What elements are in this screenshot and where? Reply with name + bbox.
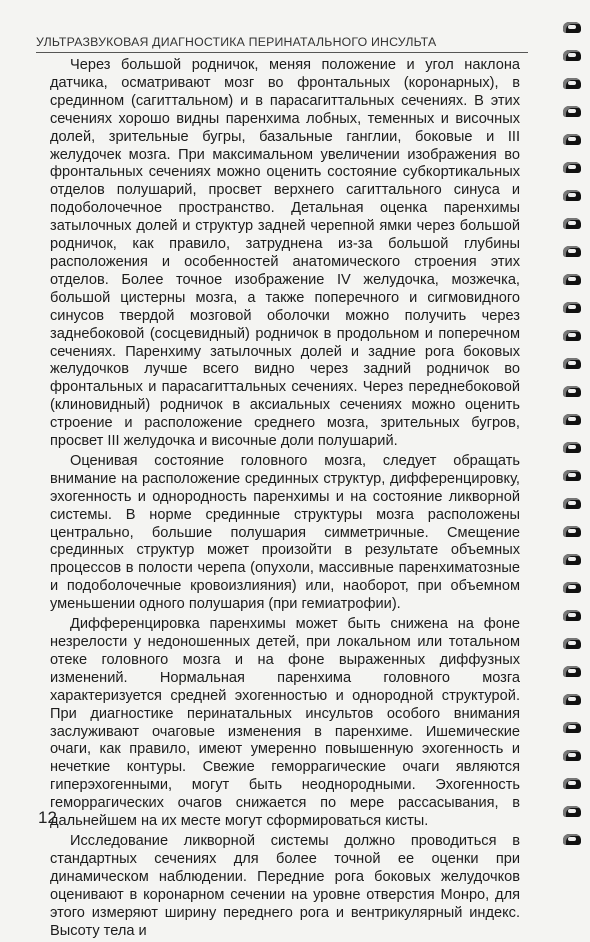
binding-ring-icon: [563, 750, 581, 761]
binding-ring-icon: [563, 246, 581, 257]
binding-ring-icon: [563, 526, 581, 537]
binding-ring-icon: [563, 358, 581, 369]
binding-ring-icon: [563, 806, 581, 817]
binding-ring-icon: [563, 162, 581, 173]
binding-ring-icon: [563, 190, 581, 201]
paragraph-2: Оценивая состояние головного мозга, следует обращать внимание на расположение срединных структур, дифференцировку, эхогенность и однородность паренхимы и на состояние ликворной системы. В норме срединные структуры мозга расположены центрально, большие полушария симметричные. Смещение срединных структур может произойти в результате объемных процессов в полости черепа (опухоли, массивные паренхиматозные и подоболочечные кровоизлияния) или, наоборот, при объемном уменьшении одного полушария (при гемиатрофии).: [50, 452, 520, 613]
binding-ring-icon: [563, 582, 581, 593]
binding-ring-icon: [563, 22, 581, 33]
binding-ring-icon: [563, 498, 581, 509]
paragraph-1: Через большой родничок, меняя положение и угол наклона датчика, осматривают мозг во фронтальных (коронарных), в срединном (сагиттальном) и в парасагиттальных сечениях. В этих сечениях хорошо видны паренхима лобных, теменных и височных долей, зрительные бугры, базальные ганглии, боковые и III желудочек мозга. При максимальном увеличении изображения во фронтальных сечениях можно оценить состояние субкортикальных отделов полушарий, просвет верхнего сагиттального синуса и подоболочечное пространство. Детальная оценка паренхимы затылочных долей и структур задней черепной ямки через большой родничок, как правило, затруднена из-за большой глубины расположения и особенностей анатомического строения этих отделов. Более точное изображение IV желудочка, мозжечка, большой цистерны мозга, а также поперечного и сигмовидного синусов твердой мозговой оболочки можно получить через заднебоковой (сосцевидный) родничок в продольном и поперечном сечениях. Паренхиму затылочных долей и задние рога боковых желудочков лучше всего видно через задний родничок во фронтальных и парасагиттальных сечениях. Через переднебоковой (клиновидный) родничок в аксиальных сечениях можно оценить строение и расположение среднего мозга, зрительных бугров, просвет III желудочка и височные доли полушарий.: [50, 57, 520, 450]
binding-ring-icon: [563, 666, 581, 677]
binding-ring-icon: [563, 134, 581, 145]
binding-ring-icon: [563, 554, 581, 565]
binding-ring-icon: [563, 638, 581, 649]
binding-ring-icon: [563, 470, 581, 481]
running-header: УЛЬТРАЗВУКОВАЯ ДИАГНОСТИКА ПЕРИНАТАЛЬНОГО ИНСУЛЬТА: [36, 35, 437, 49]
binding-ring-icon: [563, 274, 581, 285]
spiral-binding: [555, 0, 590, 856]
binding-ring-icon: [563, 722, 581, 733]
binding-ring-icon: [563, 78, 581, 89]
binding-ring-icon: [563, 442, 581, 453]
binding-ring-icon: [563, 50, 581, 61]
paragraph-4: Исследование ликворной системы должно проводиться в стандартных сечениях для более точной ее оценки при динамическом наблюдении. Передние рога боковых желудочков оценивают в коронарном сечении на уровне отверстия Монро, для этого измеряют ширину переднего рога и вентрикулярный индекс. Высоту тела и: [50, 832, 520, 939]
paragraph-3: Дифференцировка паренхимы может быть снижена на фоне незрелости у недоношенных детей, при локальном или тотальном отеке головного мозга и на фоне выраженных диффузных изменений. Нормальная паренхима головного мозга характеризуется средней эхогенностью и однородной структурой. При диагностике перинатальных инсультов особого внимания заслуживают очаговые изменения в паренхиме. Ишемические очаги, как правило, имеют умеренно повышенную эхогенность и нечеткие контуры. Свежие геморрагические очаги являются гиперэхогенными, могут быть неоднородными. Эхогенность геморрагических очагов снижается по мере рассасывания, в дальнейшем на их месте могут сформироваться кисты.: [50, 616, 520, 830]
binding-ring-icon: [563, 330, 581, 341]
binding-ring-icon: [563, 610, 581, 621]
binding-ring-icon: [563, 694, 581, 705]
binding-ring-icon: [563, 414, 581, 425]
binding-ring-icon: [563, 218, 581, 229]
body-text: [50, 57, 520, 942]
binding-ring-icon: [563, 106, 581, 117]
header-rule: [36, 52, 528, 53]
binding-ring-icon: [563, 386, 581, 397]
binding-ring-icon: [563, 778, 581, 789]
binding-ring-icon: [563, 302, 581, 313]
binding-ring-icon: [563, 834, 581, 845]
page-number: 12: [38, 808, 57, 827]
